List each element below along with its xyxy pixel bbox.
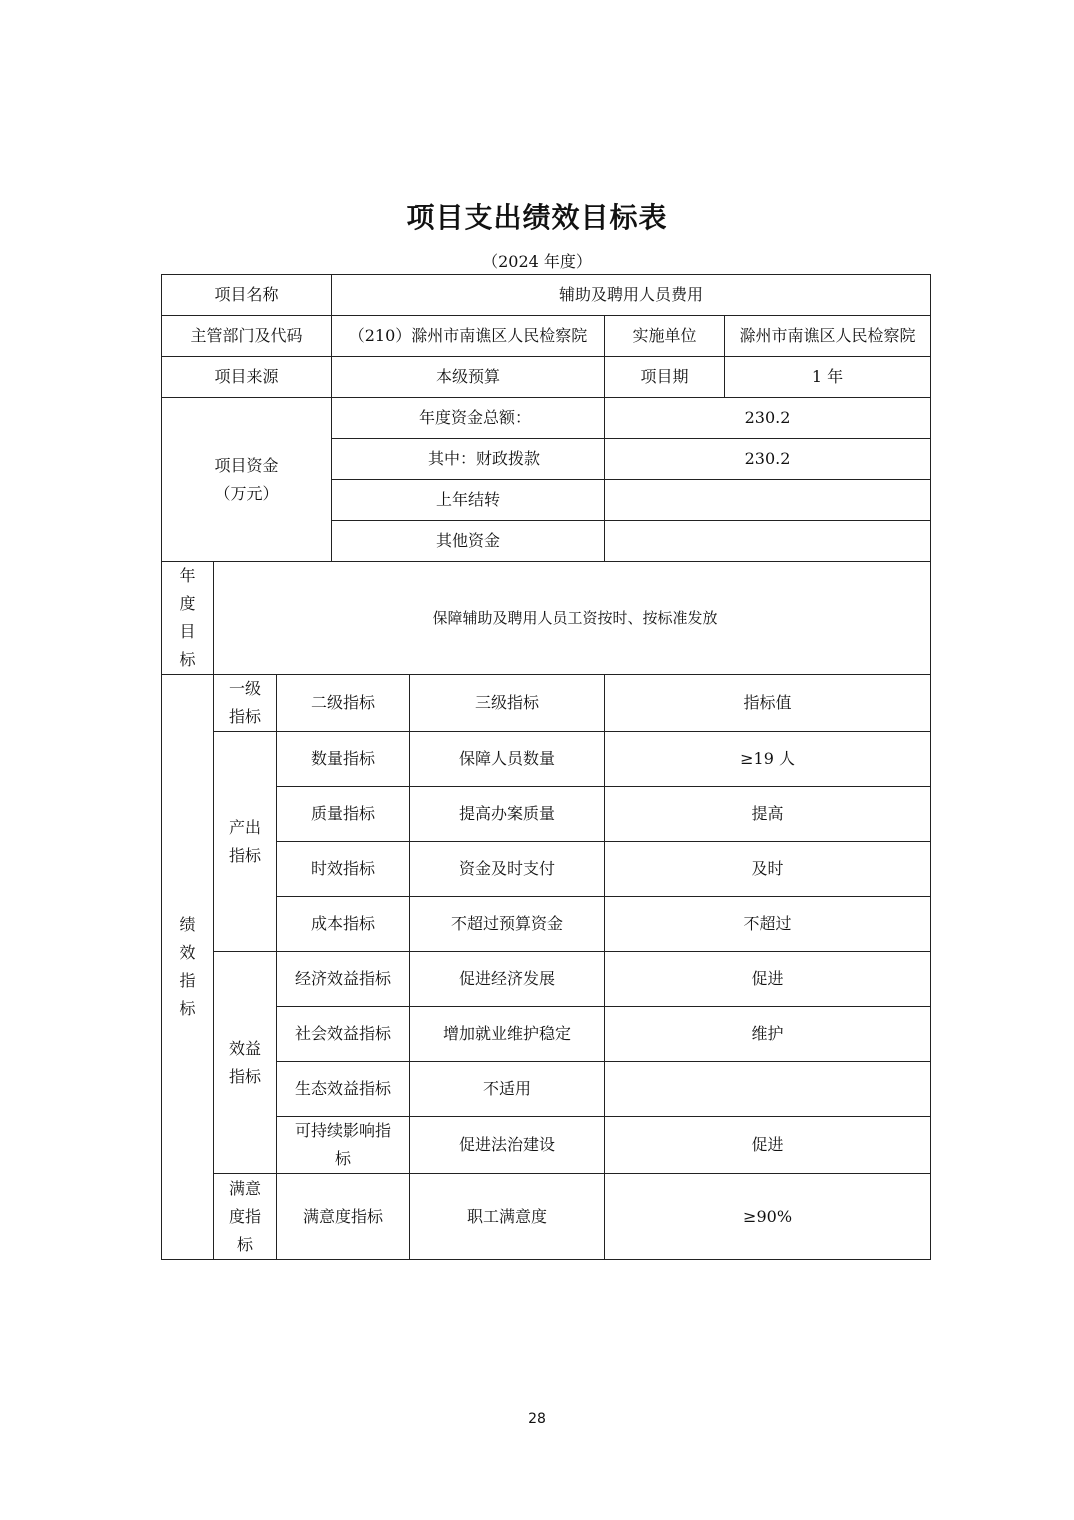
level3-cell: 增加就业维护稳定	[410, 1007, 605, 1062]
other-funds-value	[605, 521, 931, 562]
value-cell: 及时	[605, 842, 931, 897]
level2-line1: 可持续影响指	[295, 1121, 392, 1140]
satisfaction-label-line1: 满意	[228, 1178, 261, 1198]
period-label: 项目期	[605, 357, 725, 398]
header-level3: 三级指标	[410, 675, 605, 732]
level3-cell: 保障人员数量	[410, 732, 605, 787]
header-level1	[214, 675, 277, 732]
level3-cell: 提高办案质量	[410, 787, 605, 842]
benefit-indicator-label	[214, 952, 277, 1174]
level2-cell: 数量指标	[277, 732, 410, 787]
funds-label-line2: （万元）	[214, 483, 279, 503]
level2-cell	[277, 1117, 410, 1174]
fiscal-funds-value: 230.2	[605, 439, 931, 480]
output-indicator-label	[214, 732, 277, 952]
project-name-value: 辅助及聘用人员费用	[332, 275, 931, 316]
dept-value: （210）滁州市南谯区人民检察院	[332, 316, 605, 357]
level3-cell: 促进法治建设	[410, 1117, 605, 1174]
satisfaction-label-line3: 标	[236, 1234, 253, 1254]
performance-label	[162, 675, 214, 1260]
header-level2: 二级指标	[277, 675, 410, 732]
value-cell: 提高	[605, 787, 931, 842]
level2-cell: 生态效益指标	[277, 1062, 410, 1117]
value-cell: 促进	[605, 952, 931, 1007]
level2-line2: 标	[335, 1149, 352, 1168]
value-cell: 促进	[605, 1117, 931, 1174]
value-cell: ≥19 人	[605, 732, 931, 787]
page-title: 项目支出绩效目标表	[406, 201, 668, 234]
header-level1-line2: 指标	[228, 707, 261, 726]
level2-cell: 社会效益指标	[277, 1007, 410, 1062]
project-name-label: 项目名称	[162, 275, 332, 316]
performance-char: 标	[179, 999, 196, 1018]
dept-label: 主管部门及代码	[162, 316, 332, 357]
output-label-line2: 指标	[228, 845, 261, 865]
benefit-label-line1: 效益	[228, 1038, 261, 1058]
source-value: 本级预算	[332, 357, 605, 398]
carry-funds-label: 上年结转	[332, 480, 605, 521]
value-cell: 维护	[605, 1007, 931, 1062]
other-funds-label: 其他资金	[332, 521, 605, 562]
annual-goal-text: 保障辅助及聘用人员工资按时、按标准发放	[214, 562, 931, 675]
period-value: 1 年	[725, 357, 931, 398]
level3-cell: 不适用	[410, 1062, 605, 1117]
level2-cell: 质量指标	[277, 787, 410, 842]
level2-cell: 满意度指标	[277, 1174, 410, 1260]
funds-label	[162, 398, 332, 562]
header-value: 指标值	[605, 675, 931, 732]
value-cell: 不超过	[605, 897, 931, 952]
performance-char: 绩	[179, 915, 196, 934]
level3-cell: 资金及时支付	[410, 842, 605, 897]
carry-funds-value	[605, 480, 931, 521]
level3-cell: 促进经济发展	[410, 952, 605, 1007]
value-cell: ≥90%	[605, 1174, 931, 1260]
source-label: 项目来源	[162, 357, 332, 398]
funds-label-line1: 项目资金	[214, 455, 279, 475]
page-number: 28	[528, 1411, 546, 1427]
annual-goal-char: 标	[179, 650, 196, 669]
impl-value: 滁州市南谯区人民检察院	[725, 316, 931, 357]
performance-char: 指	[179, 971, 196, 990]
year-subtitle: （2024 年度）	[482, 252, 592, 271]
output-label-line1: 产出	[228, 817, 261, 837]
fiscal-funds-label: 其中：财政拨款	[332, 439, 605, 480]
annual-goal-char: 目	[179, 622, 196, 641]
performance-target-table	[161, 274, 931, 1260]
level3-cell: 职工满意度	[410, 1174, 605, 1260]
level2-cell: 成本指标	[277, 897, 410, 952]
total-funds-label: 年度资金总额：	[332, 398, 605, 439]
total-funds-value: 230.2	[605, 398, 931, 439]
satisfaction-label-line2: 度指	[228, 1206, 261, 1226]
level3-cell: 不超过预算资金	[410, 897, 605, 952]
annual-goal-char: 年	[179, 566, 196, 585]
benefit-label-line2: 指标	[228, 1066, 261, 1086]
annual-goal-label	[162, 562, 214, 675]
value-cell	[605, 1062, 931, 1117]
performance-char: 效	[179, 943, 196, 962]
level2-cell: 时效指标	[277, 842, 410, 897]
level2-cell: 经济效益指标	[277, 952, 410, 1007]
header-level1-line1: 一级	[228, 679, 261, 698]
satisfaction-indicator-label	[214, 1174, 277, 1260]
annual-goal-char: 度	[179, 594, 196, 613]
impl-label: 实施单位	[605, 316, 725, 357]
